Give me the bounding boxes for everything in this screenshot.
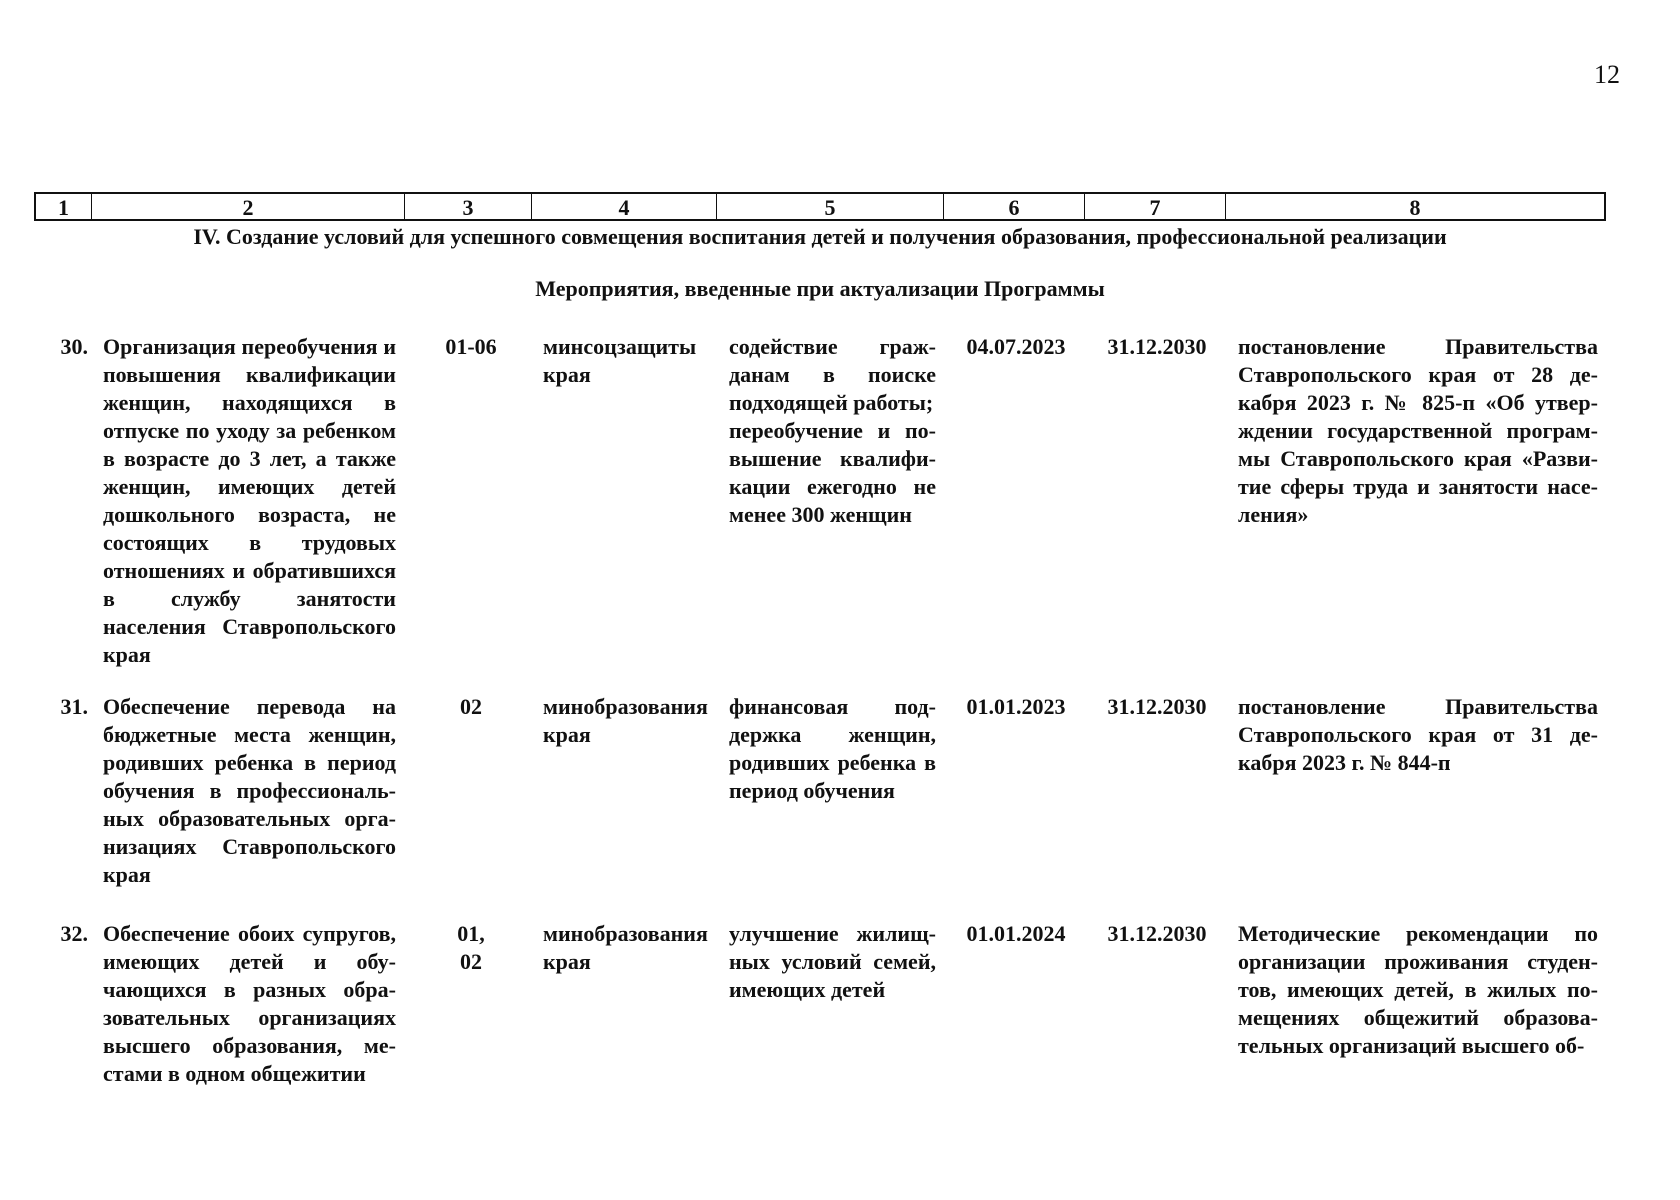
page-number: 12 — [1594, 60, 1620, 89]
measure-name: Организация переобучения и повышения квалификации женщин, находящихся в отпуске по уходу за ребенком в возрасте до 3 лет, а также женщин, имеющих детей дошкольного возраста, не состоящих в трудовых отношениях и обратившихся в службу занятости населения Ставропольского края — [103, 334, 396, 667]
subsection-title: Мероприятия, введенные при актуализации Программы — [535, 276, 1105, 301]
measure-name: Обеспечение обоих супругов, имеющих детей и обучающихся в разных образовательных организациях высшего образования, местами в одном общежитии — [103, 921, 396, 1086]
row-number: 30. — [60, 334, 88, 359]
measure-name: Обеспечение перевода на бюджетные места женщин, родивших ребенка в период обучения в профессиональных образовательных организациях Ставропольского края — [103, 694, 396, 887]
reference-document: постановление Правительства Ставропольского края от 31 декабря 2023 г. № 844-п — [1238, 694, 1598, 775]
column-header-6: 6 — [944, 194, 1085, 219]
expected-result: улучшение жилищных условий семей, имеющих детей — [729, 921, 936, 1002]
end-date: 31.12.2030 — [1107, 694, 1207, 719]
reference-document: Методические рекомендации по организации проживания студентов, имеющих детей, в жилых помещениях общежитий образовательных организаций высшего об- — [1238, 921, 1598, 1058]
expected-result: содействие гражданам в поиске подходящей работы; переобучение и повышение квалификации ежегодно не менее 300 женщин — [729, 334, 936, 527]
section-title: IV. Создание условий для успешного совмещения воспитания детей и получения образования, профессиональной реализации — [193, 224, 1447, 249]
start-date: 04.07.2023 — [966, 334, 1066, 359]
end-date: 31.12.2030 — [1107, 334, 1207, 359]
column-header-4: 4 — [532, 194, 717, 219]
row-number: 32. — [60, 921, 88, 946]
reference-document: постановление Правительства Ставропольского края от 28 декабря 2023 г. № 825-п «Об утверждении государственной программы Ставропольского края «Развитие сферы труда и занятости населения» — [1238, 334, 1598, 527]
column-header-8: 8 — [1409, 195, 1421, 220]
executor: минсоцзащиты края — [543, 334, 697, 387]
column-header-7: 7 — [1085, 194, 1226, 219]
column-header-1: 1 — [36, 194, 92, 219]
row-number: 31. — [60, 694, 88, 719]
column-header-5: 5 — [717, 194, 944, 219]
executor: минобразования края — [543, 694, 708, 747]
start-date: 01.01.2023 — [966, 694, 1066, 719]
end-date: 31.12.2030 — [1107, 921, 1207, 946]
column-header-3: 3 — [405, 194, 532, 219]
table-header-row — [34, 192, 1606, 221]
expected-result: финансовая поддержка женщин, родивших ребенка в период обучения — [729, 694, 936, 803]
task-code: 01-06 — [445, 334, 497, 359]
start-date: 01.01.2024 — [966, 921, 1066, 946]
executor: минобразования края — [543, 921, 708, 974]
task-code: 02 — [460, 694, 482, 719]
column-header-2: 2 — [92, 194, 405, 219]
task-code: 01, 02 — [457, 921, 485, 974]
